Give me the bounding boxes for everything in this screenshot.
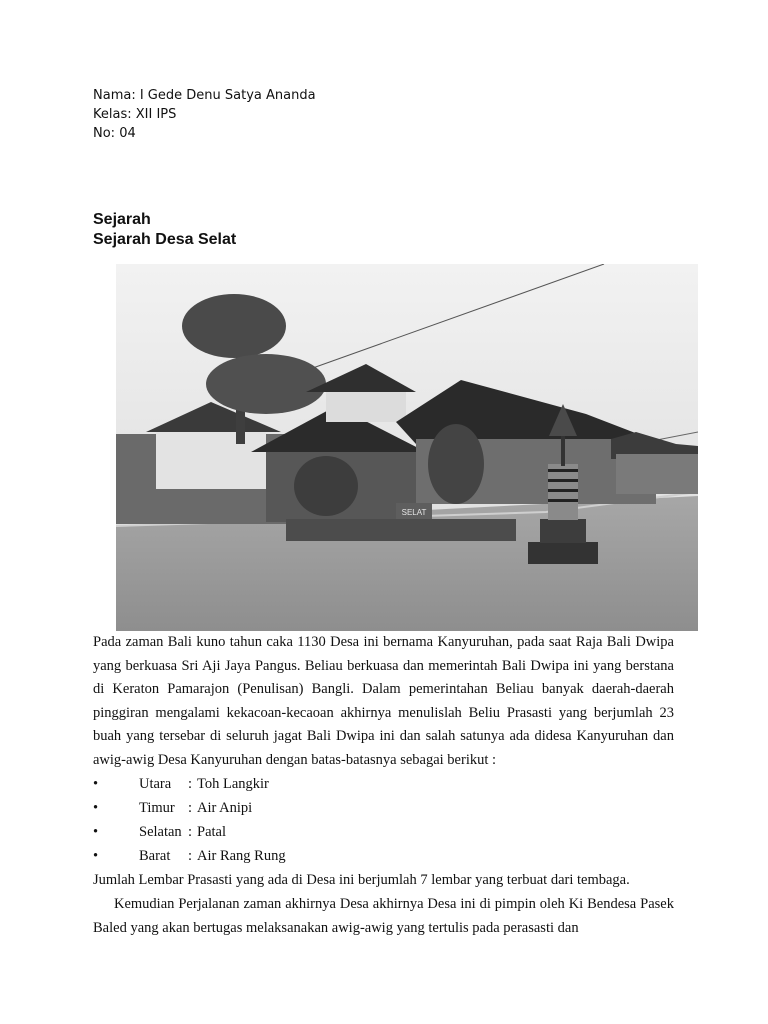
prasasti-sentence: Jumlah Lembar Prasasti yang ada di Desa ini berjumlah 7 lembar yang terbuat dari tembaga.: [93, 872, 630, 889]
statue-base: [528, 542, 598, 564]
list-item: [93, 797, 674, 821]
boundary-separator: :: [188, 848, 193, 865]
page-title: Sejarah Desa Selat: [93, 231, 237, 248]
bullet: •: [93, 823, 99, 840]
palm-shrub: [428, 424, 484, 504]
boundary-value: Patal: [197, 823, 226, 840]
white-building: [156, 429, 266, 489]
village-sign: SELAT: [401, 508, 427, 517]
boundary-direction: Timur: [139, 799, 175, 816]
tree-canopy-lower: [206, 354, 326, 414]
boundary-value: Air Rang Rung: [197, 848, 286, 865]
shrub: [294, 456, 358, 516]
bullet: •: [93, 848, 99, 865]
boundary-separator: :: [188, 775, 193, 792]
boundary-separator: :: [188, 799, 193, 816]
boundary-value: Toh Langkir: [197, 775, 269, 792]
boundary-direction: Selatan: [139, 823, 182, 840]
bullet: •: [93, 775, 99, 792]
list-item: [93, 821, 674, 845]
boundary-list: [93, 773, 674, 870]
village-photo: [116, 264, 698, 631]
article-body: [93, 631, 674, 940]
student-number: No: 04: [93, 126, 136, 141]
boundary-direction: Barat: [139, 848, 171, 865]
student-name: Nama: I Gede Denu Satya Ananda: [93, 88, 316, 103]
list-item: [93, 845, 674, 869]
student-class: Kelas: XII IPS: [93, 107, 177, 122]
statue-pedestal: [540, 519, 586, 543]
boundary-value: Air Anipi: [197, 799, 253, 816]
tower-wall: [326, 392, 406, 422]
boundary-separator: :: [188, 823, 193, 840]
village-photo-illustration: [116, 264, 698, 631]
front-wall: [286, 519, 516, 541]
list-item: [93, 773, 674, 797]
far-building-body: [616, 454, 698, 494]
continuation-paragraph: Kemudian Perjalanan zaman akhirnya Desa akhirnya Desa ini di pimpin oleh Ki Bendesa Pasek Baled yang akan bertugas melaksanakan awig-awig yang tertulis pada perasasti dan: [93, 895, 674, 936]
bullet: •: [93, 799, 99, 816]
student-info: [93, 86, 316, 143]
section-heading: Sejarah: [93, 211, 151, 228]
boundary-direction: Utara: [139, 775, 172, 792]
tree-canopy: [182, 294, 286, 358]
intro-paragraph: Pada zaman Bali kuno tahun caka 1130 Desa ini bernama Kanyuruhan, pada saat Raja Bali Dwipa yang berkuasa Sri Aji Jaya Pangus. Beliau berkuasa dan memerintah Bali Dwipa ini yang berstana di Keraton Pamarajon (Penulisan) Bangli. Dalam pemerintahan Beliau banyak daerah-daerah pinggiran mengalami kekacoan-kecaoan akhirnya menulislah Beliu Prasasti yang berjumlah 23 buah yang tersebar di seluruh jagat Bali Dwipa ini dan salah satunya ada didesa Kanyuruhan dan awig-awig Desa Kanyuruhan dengan batas-batasnya sebagai berikut :: [93, 634, 674, 768]
headings: [93, 210, 236, 250]
